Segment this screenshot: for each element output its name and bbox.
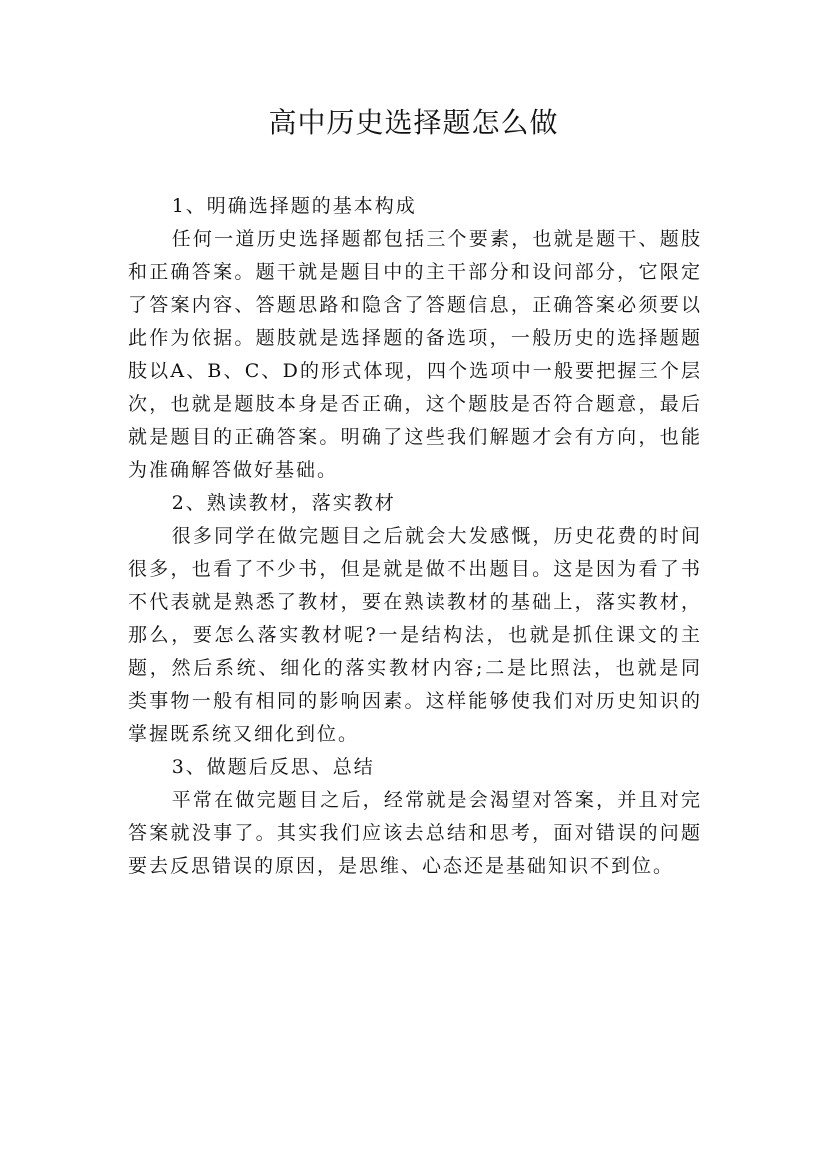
document-body — [128, 190, 702, 883]
document-title: 高中历史选择题怎么做 — [268, 106, 559, 139]
paragraph-3: 平常在做完题目之后，经常就是会渴望对答案，并且对完答案就没事了。其实我们应该去总结和思考，面对错误的问题要去反思错误的原因，是思维、心态还是基础知识不到位。 — [128, 789, 702, 877]
section-heading-2: 2、熟读教材，落实教材 — [171, 492, 396, 514]
section-heading-1: 1、明确选择题的基本构成 — [171, 195, 417, 217]
section-heading-3: 3、做题后反思、总结 — [171, 756, 375, 778]
paragraph-1: 任何一道历史选择题都包括三个要素，也就是题干、题肢和正确答案。题干就是题目中的主干部分和设问部分，它限定了答案内容、答题思路和隐含了答题信息，正确答案必须要以此作为依据。题肢就是选择题的备选项，一般历史的选择题题肢以A、B、C、D的形式体现，四个选项中一般要把握三个层次，也就是题肢本身是否正确，这个题肢是否符合题意，最后就是题目的正确答案。明确了这些我们解题才会有方向，也能为准确解答做好基础。 — [128, 228, 702, 481]
paragraph-2: 很多同学在做完题目之后就会大发感慨，历史花费的时间很多，也看了不少书，但是就是做不出题目。这是因为看了书不代表就是熟悉了教材，要在熟读教材的基础上，落实教材，那么，要怎么落实教材呢?一是结构法，也就是抓住课文的主题，然后系统、细化的落实教材内容;二是比照法，也就是同类事物一般有相同的影响因素。这样能够使我们对历史知识的掌握既系统又细化到位。 — [128, 525, 702, 745]
